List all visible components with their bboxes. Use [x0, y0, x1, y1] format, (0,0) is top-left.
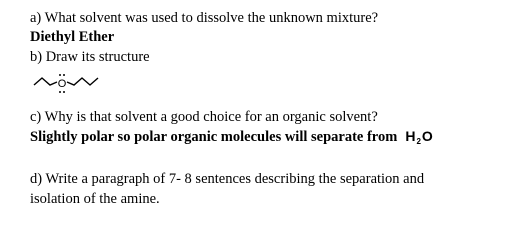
water-formula: $H_2O$ [405, 128, 433, 146]
question-c-answer-line [30, 127, 433, 151]
question-d-prompt-line1: d) Write a paragraph of 7- 8 sentences describing the separation and [30, 171, 425, 187]
question-c-answer: Slightly polar so polar organic molecules will separate from [30, 129, 398, 145]
lone-pair-dot [59, 91, 61, 93]
question-d-prompt-line2: isolation of the amine. [30, 191, 160, 207]
ethyl-chain-left [34, 78, 57, 85]
question-b-prompt: b) Draw its structure [30, 49, 150, 65]
question-a-answer: Diethyl Ether [30, 29, 115, 45]
question-a-prompt: a) What solvent was used to dissolve the unknown mixture? [30, 10, 379, 26]
diethyl-ether-structure-icon [28, 72, 108, 96]
lone-pair-dot [63, 91, 65, 93]
question-c-prompt: c) Why is that solvent a good choice for an organic solvent? [30, 109, 378, 125]
oxygen-atom-label: O [57, 78, 67, 90]
ethyl-chain-right [67, 78, 98, 85]
lone-pair-dot [59, 74, 61, 76]
lone-pair-dot [63, 74, 65, 76]
